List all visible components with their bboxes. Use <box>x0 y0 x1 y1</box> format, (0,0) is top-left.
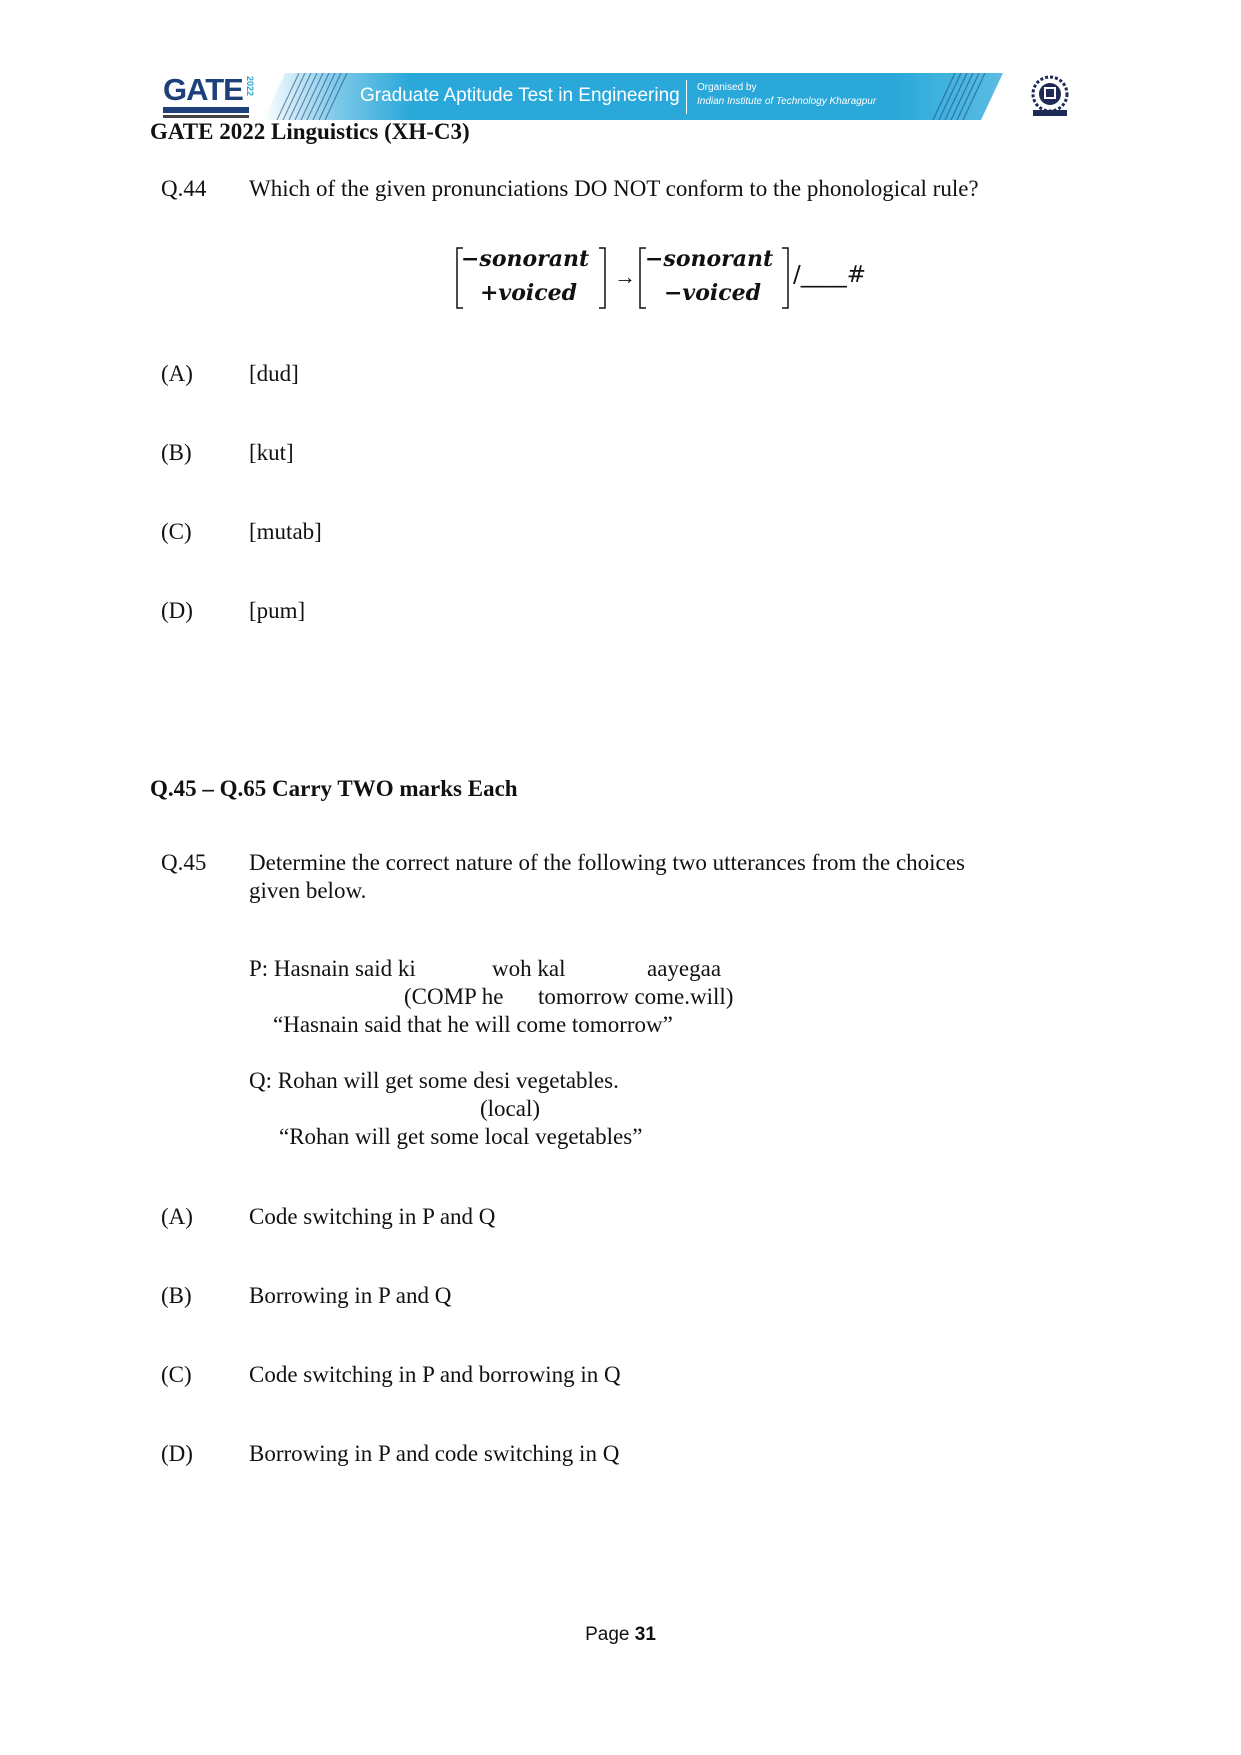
rule-rhs-bottom: −voiced <box>664 280 762 306</box>
rule-lhs-bottom: +voiced <box>480 280 578 306</box>
option-text-d: Borrowing in P and code switching in Q <box>249 1441 620 1466</box>
option-text-d: [pum] <box>249 598 306 623</box>
utterance-q-line: Q: Rohan will get some desi vegetables. <box>249 1068 619 1093</box>
option-label-c: (C) <box>161 519 192 544</box>
option-text-c: [mutab] <box>249 519 322 544</box>
gate-logo <box>163 74 255 122</box>
option-label-d: (D) <box>161 598 193 623</box>
rule-arrow: → <box>614 264 636 289</box>
page-number: 31 <box>634 1624 656 1645</box>
question-number: Q.44 <box>161 176 207 201</box>
logo-tagline-strip <box>163 107 249 113</box>
rule-rhs-top: −sonorant <box>645 246 774 272</box>
question-text-line2: given below. <box>249 878 367 903</box>
logo-text: GATE <box>163 72 243 107</box>
document-title: GATE 2022 Linguistics (XH-C3) <box>150 119 470 144</box>
utterance-q-translation: “Rohan will get some local vegetables” <box>279 1124 643 1149</box>
banner-title: Graduate Aptitude Test in Engineering <box>360 85 680 106</box>
option-text-b: Borrowing in P and Q <box>249 1283 452 1308</box>
option-label-a: (A) <box>161 1204 193 1229</box>
header-banner <box>263 73 1003 120</box>
organised-by-label: Organised by <box>697 82 757 93</box>
option-text-b: [kut] <box>249 440 294 465</box>
option-text-c: Code switching in P and borrowing in Q <box>249 1362 621 1387</box>
logo-year: 2022 <box>245 76 255 97</box>
phonological-rule <box>455 246 875 310</box>
utterance-p-translation: “Hasnain said that he will come tomorrow” <box>273 1012 673 1037</box>
option-label-c: (C) <box>161 1362 192 1387</box>
option-text-a: [dud] <box>249 361 299 386</box>
page-footer <box>0 1624 1241 1646</box>
section-heading: Q.45 – Q.65 Carry TWO marks Each <box>150 776 518 801</box>
rule-lhs-top: −sonorant <box>461 246 590 272</box>
rule-environment: /____# <box>793 262 867 288</box>
option-label-b: (B) <box>161 440 192 465</box>
organiser-name: Indian Institute of Technology Kharagpur <box>697 96 877 107</box>
question-number: Q.45 <box>161 850 207 875</box>
banner-divider <box>686 80 687 114</box>
iit-kharagpur-emblem-icon <box>1029 74 1071 120</box>
question-text: Which of the given pronunciations DO NOT conform to the phonological rule? <box>249 176 979 201</box>
utterance-p-word3: aayegaa <box>647 956 722 981</box>
option-label-d: (D) <box>161 1441 193 1466</box>
utterance-p-word1: P: Hasnain said ki <box>249 956 416 981</box>
page-label: Page <box>585 1624 630 1645</box>
question-text-line1: Determine the correct nature of the following two utterances from the choices <box>249 850 965 875</box>
option-text-a: Code switching in P and Q <box>249 1204 496 1229</box>
utterance-q-gloss: (local) <box>480 1096 541 1121</box>
utterance-p-gloss-a: (COMP he <box>404 984 504 1009</box>
option-label-b: (B) <box>161 1283 192 1308</box>
logo-hindi-strip <box>163 115 249 118</box>
option-label-a: (A) <box>161 361 193 386</box>
utterance-p-word2: woh kal <box>492 956 566 981</box>
utterance-p-gloss-b: tomorrow come.will) <box>538 984 734 1009</box>
